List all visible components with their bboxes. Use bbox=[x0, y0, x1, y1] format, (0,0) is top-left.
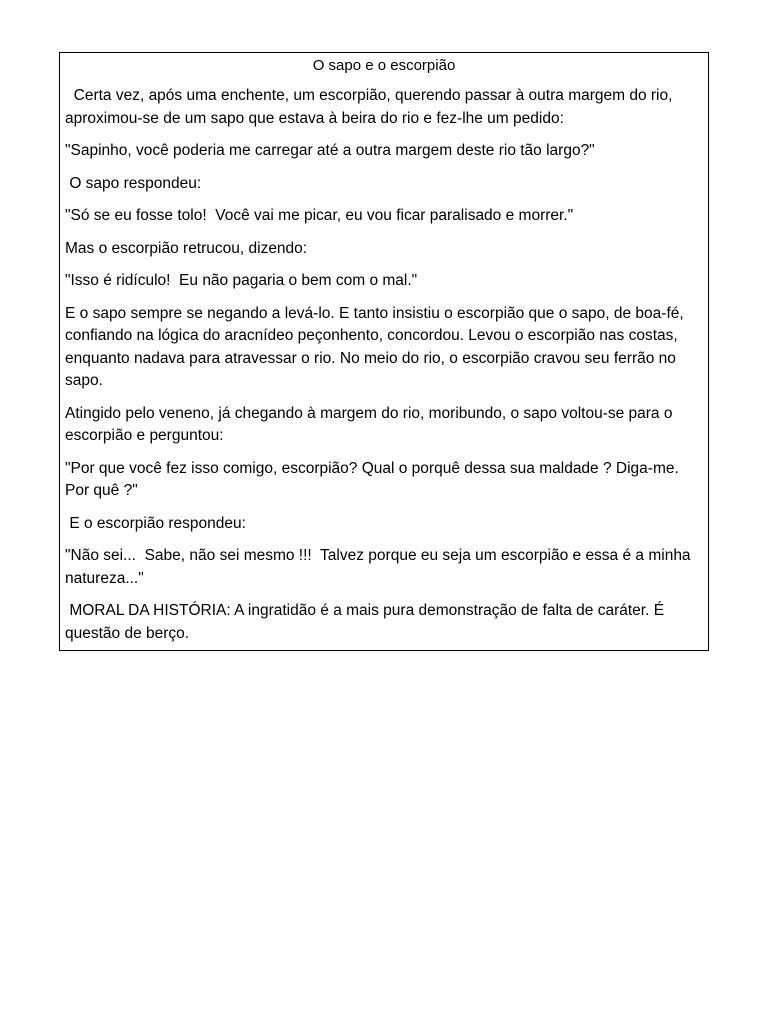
story-text-box bbox=[59, 52, 709, 651]
moral-paragraph: MORAL DA HISTÓRIA: A ingratidão é a mais pura demonstração de falta de caráter. É questão de berço. bbox=[65, 602, 669, 642]
story-paragraph: Atingido pelo veneno, já chegando à margem do rio, moribundo, o sapo voltou-se para o escorpião e perguntou: bbox=[65, 404, 677, 444]
story-paragraph: E o sapo sempre se negando a levá-lo. E tanto insistiu o escorpião que o sapo, de boa-fé, confiando na lógica do aracnídeo peçonhento, concordou. Levou o escorpião nas costas, enquanto nadava para atravessar o rio. No meio do rio, o escorpião cravou seu ferrão no sapo. bbox=[65, 304, 688, 389]
story-title: O sapo e o escorpião bbox=[312, 57, 456, 74]
story-paragraph: "Só se eu fosse tolo! Você vai me picar, eu vou ficar paralisado e morrer." bbox=[65, 207, 574, 224]
story-paragraph: "Por que você fez isso comigo, escorpião? Qual o porquê dessa sua maldade ? Diga-me. Por quê ?" bbox=[65, 459, 684, 499]
story-paragraph: O sapo respondeu: bbox=[65, 174, 202, 192]
story-paragraph: Mas o escorpião retrucou, dizendo: bbox=[65, 239, 308, 257]
story-paragraph: "Isso é ridículo! Eu não pagaria o bem com o mal." bbox=[65, 272, 418, 289]
story-paragraph: Certa vez, após uma enchente, um escorpião, querendo passar à outra margem do rio, aproximou-se de um sapo que estava à beira do rio e fez-lhe um pedido: bbox=[65, 87, 677, 127]
story-paragraph: E o escorpião respondeu: bbox=[65, 514, 246, 532]
story-paragraph: "Não sei... Sabe, não sei mesmo !!! Talvez porque eu seja um escorpião e essa é a minha natureza..." bbox=[65, 547, 695, 587]
story-paragraph: "Sapinho, você poderia me carregar até a outra margem deste rio tão largo?" bbox=[65, 142, 595, 159]
